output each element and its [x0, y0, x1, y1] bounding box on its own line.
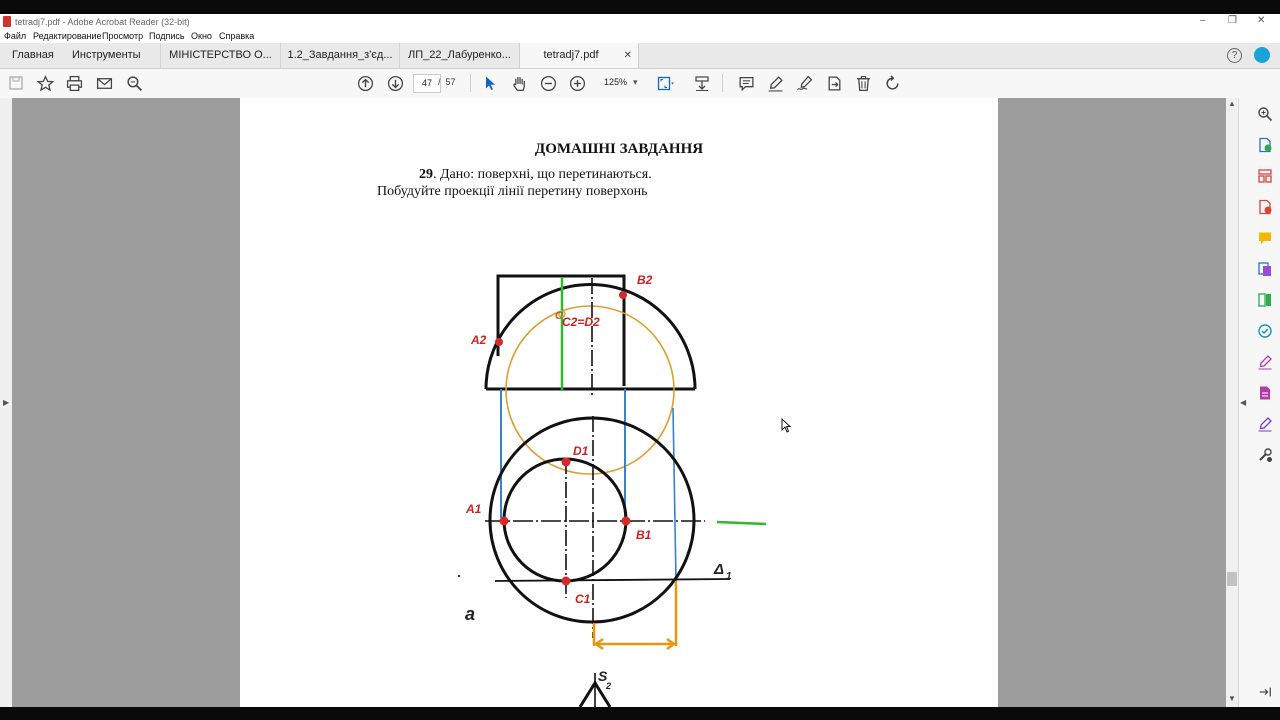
menu-help[interactable]: Справка [219, 31, 255, 41]
geometry-drawing [240, 98, 998, 707]
menu-edit[interactable]: Редактирование [33, 31, 102, 41]
screen-top-band [0, 0, 1280, 14]
sign-tool-icon[interactable] [1256, 353, 1274, 371]
tab-doc-1-label: МІНІСТЕРСТВО О... [169, 49, 272, 61]
sign-icon[interactable] [794, 73, 814, 93]
tab-doc-3-label: ЛП_22_Лабуренко... [408, 49, 511, 61]
task-line-2: Побудуйте проекції лінії перетину поверхонь [377, 184, 648, 199]
tab-tools[interactable] [72, 43, 152, 68]
label-c2d2: C2=D2 [562, 315, 600, 329]
save-icon[interactable] [6, 73, 26, 93]
zoom-value: 125% [604, 77, 628, 87]
point-c1 [562, 577, 571, 586]
zoom-select[interactable] [598, 74, 642, 91]
label-delta-sub: 1 [726, 571, 732, 582]
tab-bar [0, 43, 1280, 69]
toolbar-divider [470, 74, 471, 92]
total-pages: 57 [445, 77, 456, 87]
menu-window[interactable]: Окно [191, 31, 212, 41]
page-heading: ДОМАШНІ ЗАВДАННЯ [534, 141, 704, 157]
hemisphere-arc [486, 285, 695, 390]
delta-line [495, 579, 730, 581]
label-b1: B1 [636, 528, 652, 542]
label-delta: Δ [714, 561, 725, 578]
menu-sign[interactable]: Подпись [149, 31, 185, 41]
title-bar [0, 14, 1280, 30]
more-tools-icon[interactable] [1256, 446, 1274, 464]
fill-sign-icon[interactable] [1256, 384, 1274, 402]
window-title: tetradj7.pdf - Adobe Acrobat Reader (32-bit) [15, 17, 190, 27]
label-b2: B2 [637, 273, 653, 287]
chevron-down-icon: ▾ [633, 77, 638, 87]
hand-icon[interactable] [509, 73, 529, 93]
label-a2: A2 [471, 333, 487, 347]
label-c1: C1 [575, 592, 591, 606]
collapse-icon[interactable] [1256, 683, 1274, 701]
projection-line-right [673, 408, 676, 581]
zoom-icon[interactable] [1256, 105, 1274, 123]
label-d1: D1 [573, 444, 589, 458]
organize-icon[interactable] [1256, 167, 1274, 185]
search-icon[interactable] [124, 73, 144, 93]
toolbar-divider [722, 74, 723, 92]
pdf-page [240, 98, 998, 707]
label-c: C [555, 310, 563, 322]
inner-circle [504, 459, 626, 581]
scroll-mode-icon[interactable] [692, 73, 712, 93]
export-pdf-icon[interactable] [1256, 136, 1274, 154]
vertical-scrollbar[interactable] [1226, 98, 1238, 707]
point-b1 [622, 517, 631, 526]
tab-doc-2-label: 1.2_Завдання_з'єд... [287, 49, 393, 61]
tab-doc-2[interactable] [280, 43, 399, 68]
page-separator: / [438, 77, 441, 87]
collapse-panel-icon[interactable]: ◀ [1240, 398, 1247, 407]
tab-doc-1[interactable] [160, 43, 280, 68]
mail-icon[interactable] [94, 73, 114, 93]
label-s-sub: 2 [606, 681, 612, 691]
tab-home-label: Главная [12, 49, 54, 61]
compress-icon[interactable] [1256, 291, 1274, 309]
menu-view[interactable]: Просмотр [102, 31, 144, 41]
account-avatar[interactable] [1254, 47, 1270, 63]
tools-pane [1238, 98, 1280, 707]
point-b2 [619, 291, 627, 299]
tab-doc-3[interactable] [399, 43, 519, 68]
acrobat-app-icon [3, 16, 11, 27]
next-page-icon[interactable] [385, 73, 405, 93]
zoom-out-icon[interactable] [538, 73, 558, 93]
outer-circle [490, 418, 694, 622]
page-count [438, 77, 456, 87]
point-d1 [562, 458, 571, 467]
scroll-up-icon[interactable]: ▲ [1228, 99, 1236, 108]
rotate-icon[interactable] [882, 73, 902, 93]
left-panel-toggle[interactable] [0, 98, 12, 707]
menu-file[interactable]: Файл [4, 31, 27, 41]
label-corner-a: a [465, 604, 476, 624]
highlight-icon[interactable] [765, 73, 785, 93]
task-text-1: . Дано: поверхні, що перетинаються. [433, 167, 652, 182]
horizontal-projection [458, 416, 766, 638]
delete-icon[interactable] [853, 73, 873, 93]
comment-icon[interactable] [736, 73, 756, 93]
protect-icon[interactable] [1256, 322, 1274, 340]
dot-mark [458, 575, 460, 577]
close-tab-icon[interactable]: ✕ [623, 50, 632, 61]
tab-doc-active[interactable] [519, 43, 639, 68]
fit-page-icon[interactable] [656, 73, 676, 93]
help-icon[interactable]: ? [1227, 48, 1242, 63]
print-icon[interactable] [64, 73, 84, 93]
zoom-in-icon[interactable] [567, 73, 587, 93]
label-a1: A1 [466, 502, 482, 516]
tab-home[interactable] [12, 43, 58, 68]
scroll-down-icon[interactable]: ▼ [1228, 694, 1236, 703]
point-a1 [500, 517, 509, 526]
expand-left-icon[interactable]: ▶ [3, 398, 10, 407]
task-number: 29 [419, 167, 433, 182]
create-pdf-icon[interactable] [1256, 260, 1274, 278]
send-icon[interactable] [1256, 415, 1274, 433]
tab-tools-label: Инструменты [72, 49, 141, 61]
menu-bar [0, 30, 1280, 43]
mouse-cursor [781, 418, 791, 438]
edit-pdf-icon[interactable] [1256, 198, 1274, 216]
frontal-projection [486, 276, 695, 474]
page-number-input[interactable]: 47 [413, 74, 441, 93]
green-marker-line [717, 522, 766, 524]
screen-bottom-band [0, 707, 1280, 720]
prev-page-icon[interactable] [355, 73, 375, 93]
comment-tool-icon[interactable] [1256, 229, 1274, 247]
label-s: S [598, 668, 608, 684]
select-cursor-icon[interactable] [480, 73, 500, 93]
close-window-button[interactable]: ✕ [1257, 15, 1266, 26]
point-a2 [495, 338, 503, 346]
share-icon[interactable] [824, 73, 844, 93]
tab-doc-active-label: tetradj7.pdf [543, 49, 599, 61]
restore-button[interactable]: ❐ [1228, 15, 1237, 26]
star-icon[interactable] [35, 73, 55, 93]
minimize-button[interactable]: – [1200, 15, 1206, 26]
scroll-thumb[interactable] [1227, 572, 1237, 586]
